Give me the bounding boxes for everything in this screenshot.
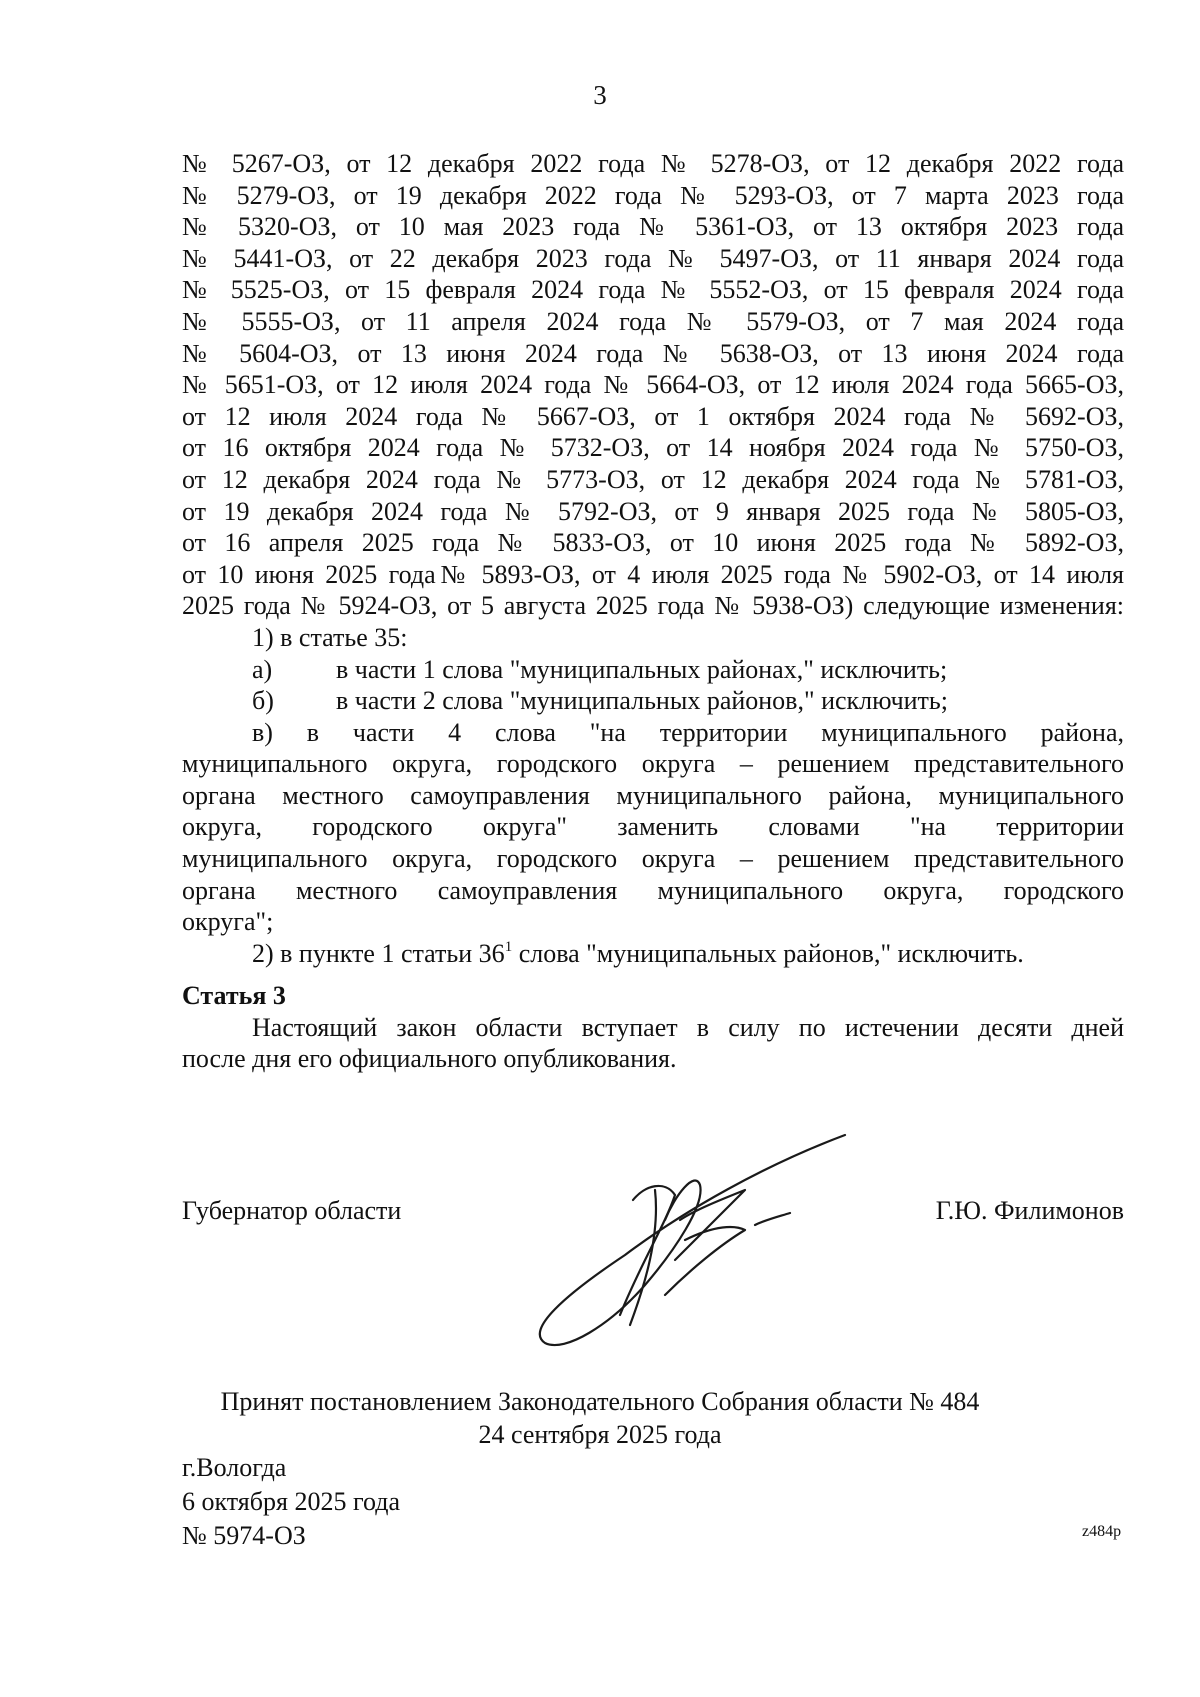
adoption-note-line-1: Принят постановлением Законодательного Собрания области № 484 bbox=[220, 1387, 980, 1416]
law-body-text bbox=[182, 148, 1124, 969]
article-3 bbox=[182, 980, 1124, 1075]
body-line-3: № 5320-ОЗ, от 10 мая 2023 года № 5361-ОЗ, от 13 октября 2023 года bbox=[182, 212, 1124, 242]
sub-item-a-marker: а) bbox=[252, 654, 273, 684]
sub-item-c-line-4: округа, городского округа" заменить словами "на территории bbox=[182, 812, 1124, 842]
sub-item-c-line-5: муниципального округа, городского округа – решением представительного bbox=[182, 844, 1124, 874]
sub-item-b-text: в части 2 слова "муниципальных районов," исключить; bbox=[336, 686, 949, 716]
body-line-2: № 5279-ОЗ, от 19 декабря 2022 года № 5293-ОЗ, от 7 марта 2023 года bbox=[182, 180, 1124, 210]
item-1: 1) в статье 35: bbox=[252, 622, 408, 652]
sub-item-c-line-1: в) в части 4 слова "на территории муниципального района, bbox=[252, 717, 1124, 747]
item-2 bbox=[182, 938, 1124, 970]
sub-item-c-line-2: муниципального округа, городского округа – решением представительного bbox=[182, 749, 1124, 779]
body-line-12: от 19 декабря 2024 года № 5792-ОЗ, от 9 января 2025 года № 5805-ОЗ, bbox=[182, 496, 1124, 526]
body-line-13: от 16 апреля 2025 года № 5833-ОЗ, от 10 июня 2025 года № 5892-ОЗ, bbox=[182, 528, 1124, 558]
city: г.Вологда bbox=[182, 1453, 287, 1482]
signatory-title: Губернатор области bbox=[182, 1196, 402, 1225]
body-line-5: № 5525-ОЗ, от 15 февраля 2024 года № 5552-ОЗ, от 15 февраля 2024 года bbox=[182, 275, 1124, 305]
article-3-title: Статья 3 bbox=[182, 981, 286, 1010]
sub-item-b-marker: б) bbox=[252, 686, 274, 716]
body-line-8: № 5651-ОЗ, от 12 июля 2024 года № 5664-ОЗ, от 12 июля 2024 года 5665-ОЗ, bbox=[182, 370, 1124, 400]
sub-item-c-line-3: органа местного самоуправления муниципального района, муниципального bbox=[182, 780, 1124, 810]
article-3-line-2: после дня его официального опубликования. bbox=[182, 1044, 677, 1074]
law-number: № 5974-ОЗ bbox=[182, 1521, 306, 1550]
body-line-4: № 5441-ОЗ, от 22 декабря 2023 года № 5497-ОЗ, от 11 января 2024 года bbox=[182, 243, 1124, 273]
item-2-superscript: 1 bbox=[504, 938, 513, 955]
adoption-note bbox=[0, 1385, 1200, 1451]
sub-item-a-text: в части 1 слова "муниципальных районах," исключить; bbox=[336, 654, 948, 684]
sub-item-c-line-7: округа"; bbox=[182, 907, 274, 937]
sub-item-b bbox=[182, 685, 1124, 717]
item-2-text-start: 2) в пункте 1 статьи 36 bbox=[252, 938, 505, 968]
body-line-15: 2025 года № 5924-ОЗ, от 5 августа 2025 года № 5938-ОЗ) следующие изменения: bbox=[182, 591, 1124, 621]
article-3-line-1: Настоящий закон области вступает в силу по истечении десяти дней bbox=[252, 1012, 1124, 1042]
adoption-note-line-2: 24 сентября 2025 года bbox=[478, 1420, 722, 1449]
body-line-11: от 12 декабря 2024 года № 5773-ОЗ, от 12 декабря 2024 года № 5781-ОЗ, bbox=[182, 464, 1124, 494]
body-line-6: № 5555-ОЗ, от 11 апреля 2024 года № 5579-ОЗ, от 7 мая 2024 года bbox=[182, 306, 1124, 336]
document-code: z484р bbox=[1082, 1523, 1122, 1540]
law-date: 6 октября 2025 года bbox=[182, 1487, 400, 1516]
signatory-name: Г.Ю. Филимонов bbox=[935, 1196, 1124, 1225]
body-line-9: от 12 июля 2024 года № 5667-ОЗ, от 1 октября 2024 года № 5692-ОЗ, bbox=[182, 401, 1124, 431]
sub-item-a bbox=[182, 654, 1124, 686]
page-number: 3 bbox=[593, 80, 607, 110]
body-line-7: № 5604-ОЗ, от 13 июня 2024 года № 5638-ОЗ, от 13 июня 2024 года bbox=[182, 338, 1124, 368]
place-date-number bbox=[182, 1451, 400, 1553]
item-2-text-end: слова "муниципальных районов," исключить. bbox=[512, 938, 1024, 968]
body-line-10: от 16 октября 2024 года № 5732-ОЗ, от 14 ноября 2024 года № 5750-ОЗ, bbox=[182, 433, 1124, 463]
handwritten-signature-icon bbox=[515, 1125, 855, 1355]
body-line-1: № 5267-ОЗ, от 12 декабря 2022 года № 5278-ОЗ, от 12 декабря 2022 года bbox=[182, 149, 1124, 178]
sub-item-c-line-6: органа местного самоуправления муниципального округа, городского bbox=[182, 875, 1124, 905]
body-line-14: от 10 июня 2025 года№ 5893-ОЗ, от 4 июля 2025 года № 5902-ОЗ, от 14 июля bbox=[182, 559, 1124, 589]
